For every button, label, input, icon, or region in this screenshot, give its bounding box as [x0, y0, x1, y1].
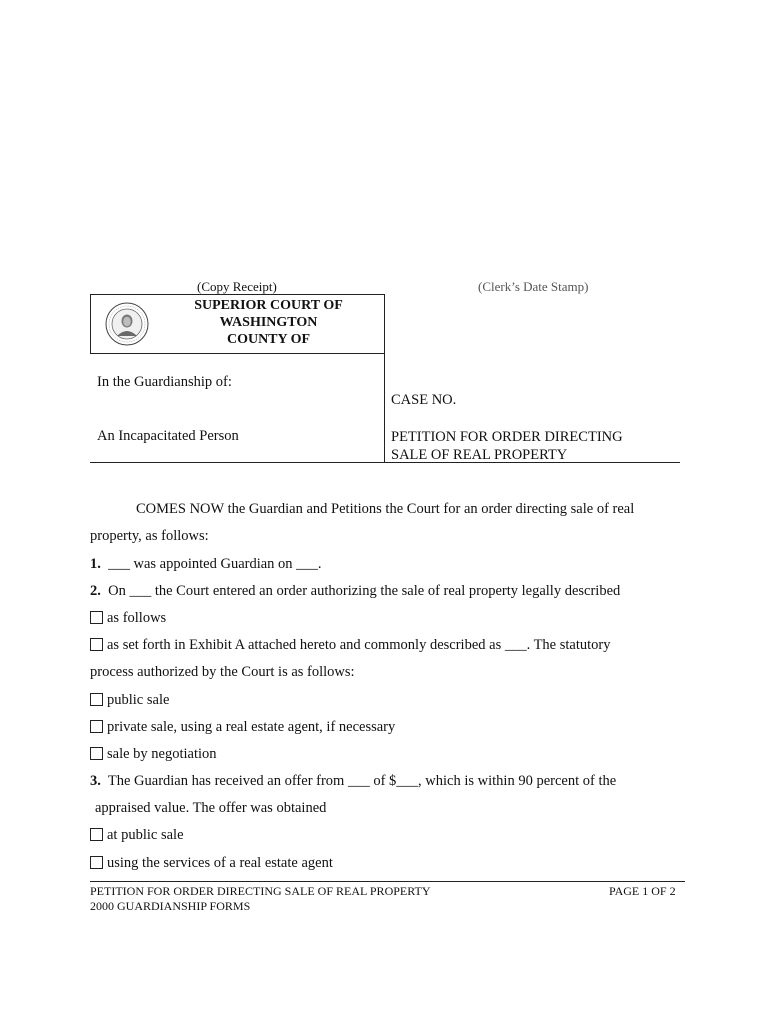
washington-state-seal-icon [105, 302, 149, 346]
option-public-sale [90, 692, 169, 709]
option-real-estate-agent [90, 855, 333, 872]
item-3-number: 3. [90, 773, 101, 789]
option-private-sale [90, 719, 395, 736]
item-1 [90, 556, 322, 573]
negotiation-label: sale by negotiation [107, 746, 217, 762]
footer-form-title: PETITION FOR ORDER DIRECTING SALE OF REAL PROPERTY [90, 884, 431, 898]
negotiation-checkbox[interactable] [90, 747, 103, 760]
item-2-text: On ___ the Court entered an order authorizing the sale of real property legally described [108, 583, 621, 599]
item-1-number: 1. [90, 556, 101, 572]
court-name-line-2: WASHINGTON [219, 315, 318, 330]
item-2-number: 2. [90, 583, 101, 599]
public-sale-label: public sale [107, 692, 170, 708]
process-line: process authorized by the Court is as follows: [90, 664, 355, 680]
case-number-label: CASE NO. [391, 392, 457, 408]
appraised-line: appraised value. The offer was obtained [95, 800, 327, 816]
caption-divider-vertical [384, 294, 385, 463]
as-follows-label: as follows [107, 610, 167, 626]
item-3-text: The Guardian has received an offer from ___ of $___, which is within 90 percent of the [107, 773, 617, 789]
option-negotiation [90, 746, 217, 763]
option-exhibit-a [90, 637, 611, 654]
at-public-sale-checkbox[interactable] [90, 828, 103, 841]
as-follows-checkbox[interactable] [90, 611, 103, 624]
item-2 [90, 583, 620, 600]
item-1-text: ___ was appointed Guardian on ___. [108, 556, 322, 572]
real-estate-agent-checkbox[interactable] [90, 856, 103, 869]
court-header-box [90, 294, 385, 354]
court-name-line-1: SUPERIOR COURT OF [194, 298, 343, 313]
exhibit-a-label: as set forth in Exhibit A attached hereto and commonly described as ___. The statutory [107, 637, 611, 653]
real-estate-agent-label: using the services of a real estate agent [107, 855, 333, 871]
copy-receipt-label: (Copy Receipt) [197, 279, 277, 294]
intro-paragraph-line-1: COMES NOW the Guardian and Petitions the Court for an order directing sale of real [136, 501, 635, 517]
option-as-follows [90, 610, 166, 627]
guardianship-of-label: In the Guardianship of: [97, 374, 232, 390]
document-title [391, 428, 623, 464]
public-sale-checkbox[interactable] [90, 693, 103, 706]
court-name [151, 297, 386, 348]
item-3 [90, 773, 616, 790]
footer-rule [90, 881, 685, 882]
footer-form-info [90, 884, 431, 914]
clerk-date-stamp-label: (Clerk’s Date Stamp) [478, 279, 589, 294]
document-title-line-2: SALE OF REAL PROPERTY [391, 447, 568, 463]
exhibit-a-checkbox[interactable] [90, 638, 103, 651]
document-title-line-1: PETITION FOR ORDER DIRECTING [391, 429, 623, 445]
private-sale-label: private sale, using a real estate agent, if necessary [107, 719, 396, 735]
footer-page-number: PAGE 1 OF 2 [609, 884, 676, 898]
court-name-line-3: COUNTY OF [226, 332, 311, 347]
footer-form-series: 2000 GUARDIANSHIP FORMS [90, 899, 251, 913]
incapacitated-person-label: An Incapacitated Person [97, 428, 239, 444]
at-public-sale-label: at public sale [107, 827, 184, 843]
private-sale-checkbox[interactable] [90, 720, 103, 733]
intro-paragraph-line-2: property, as follows: [90, 528, 209, 544]
option-at-public-sale [90, 827, 184, 844]
